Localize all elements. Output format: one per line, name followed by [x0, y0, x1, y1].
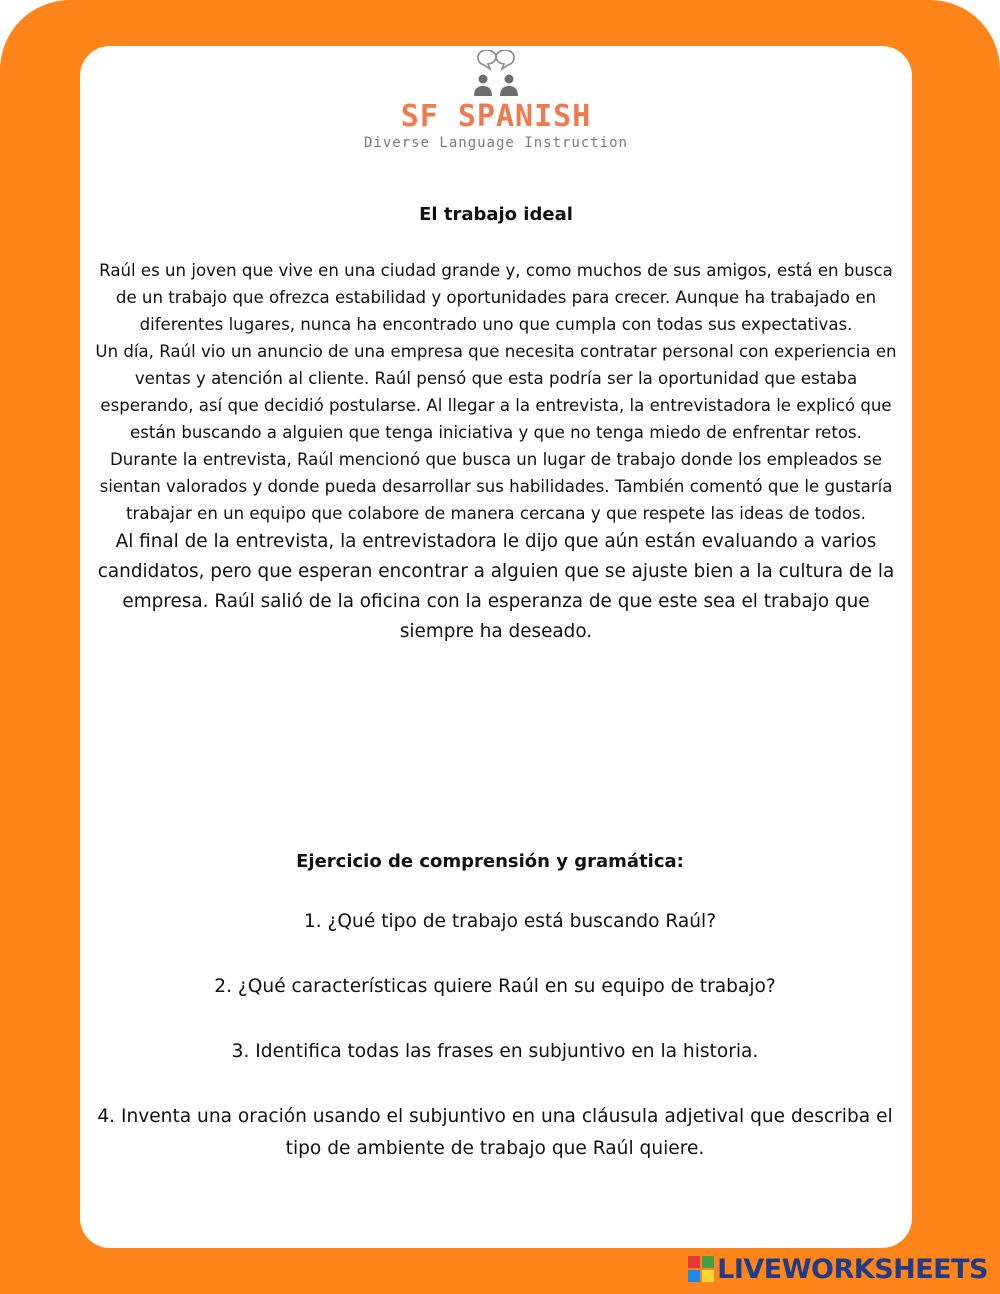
question-list	[90, 906, 900, 1198]
people-speech-bubbles-icon	[466, 50, 526, 96]
logo-block	[688, 1270, 700, 1282]
story-paragraph: Raúl es un joven que vive en una ciudad grande y, como muchos de sus amigos, está en busca de un trabajo que ofrezca estabilidad y oportunidades para crecer. Aunque ha trabajado en diferentes lugares, nunca ha encontrado uno que cumpla con todas sus expectativas.	[99, 261, 893, 334]
question-item: 1. ¿Qué tipo de trabajo está buscando Raúl?	[303, 911, 717, 932]
story-text	[90, 257, 902, 647]
question-item: 3. Identifica todas las frases en subjuntivo en la historia.	[231, 1041, 759, 1062]
brand-tagline: Diverse Language Instruction	[363, 135, 628, 151]
story-paragraph: Durante la entrevista, Raúl mencionó que busca un lugar de trabajo donde los empleados se sientan valorados y donde pueda desarrollar sus habilidades. También comentó que le gustaría trabajar en un equipo que colabore de manera cercana y que respete las ideas de todos.	[99, 450, 893, 523]
logo-block	[702, 1270, 714, 1282]
story-paragraph: Al final de la entrevista, la entrevistadora le dijo que aún están evaluando a varios candidatos, pero que esperan encontrar a alguien que se ajuste bien a la cultura de la empresa. Raúl salió de la oficina con la esperanza de que este sea el trabajo que siempre ha deseado.	[97, 531, 895, 642]
brand-name: SF SPANISH	[400, 99, 592, 134]
worksheet-card	[80, 46, 912, 1248]
liveworksheets-logo-icon	[688, 1256, 714, 1282]
sf-spanish-logo	[80, 50, 912, 152]
question-item: 2. ¿Qué características quiere Raúl en su equipo de trabajo?	[214, 976, 776, 997]
logo-block	[688, 1256, 700, 1268]
story-paragraph: Un día, Raúl vio un anuncio de una empresa que necesita contratar personal con experiencia en ventas y atención al cliente. Raúl pensó que esta podría ser la oportunidad que estaba esperando, así que decidió postularse. Al llegar a la entrevista, la entrevistadora le explicó que están buscando a alguien que tenga iniciativa y que no tenga miedo de enfrentar retos.	[95, 342, 897, 442]
logo-block	[702, 1256, 714, 1268]
question-item: 4. Inventa una oración usando el subjuntivo en una cláusula adjetival que describa el tipo de ambiente de trabajo que Raúl quiere.	[97, 1106, 893, 1159]
story-title: El trabajo ideal	[419, 204, 573, 225]
watermark-text: LIVEWORKSHEETS	[717, 1253, 988, 1285]
liveworksheets-watermark	[688, 1253, 988, 1285]
exercise-title: Ejercicio de comprensión y gramática:	[296, 851, 684, 872]
